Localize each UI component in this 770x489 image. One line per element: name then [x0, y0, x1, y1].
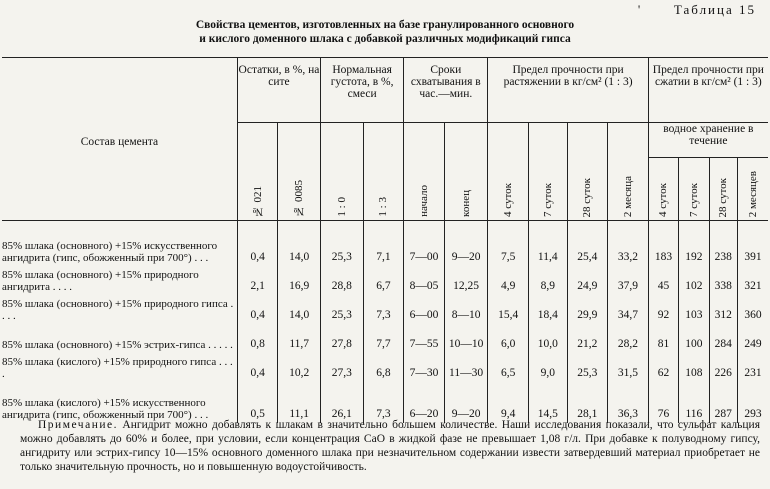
value-cell: 11—30	[444, 353, 488, 382]
value-cell: 62	[648, 353, 678, 382]
composition-cell: 85% шлака (основного) +15% эстрих-гипса . . . . .	[2, 338, 233, 351]
value-cell: 6,8	[363, 353, 404, 382]
value-cell: 102	[679, 266, 709, 295]
value-cell: 9—20	[444, 382, 488, 423]
value-cell: 8—10	[444, 295, 488, 324]
value-cell: 7,3	[363, 382, 404, 423]
value-cell: 100	[679, 324, 709, 353]
value-cell: 14,5	[528, 382, 567, 423]
value-cell: 7—00	[404, 221, 445, 267]
table-title	[0, 18, 770, 46]
value-cell: 76	[648, 382, 678, 423]
value-cell: 18,4	[528, 295, 567, 324]
value-cell: 0,4	[237, 353, 278, 382]
value-cell: 36,3	[608, 382, 649, 423]
value-cell: 391	[737, 221, 768, 267]
sub-mix-1: 1 : 0	[321, 123, 364, 221]
value-cell: 26,1	[321, 382, 364, 423]
value-cell: 10,0	[528, 324, 567, 353]
composition-cell: 85% шлака (кислого) +15% искусственного ангидрита (гипс, обожженный при 700°) . . .	[2, 397, 209, 421]
table-number	[637, 2, 756, 18]
value-cell: 14,0	[278, 221, 321, 267]
value-cell: 25,3	[321, 295, 364, 324]
value-cell: 27,3	[321, 353, 364, 382]
table-row	[2, 295, 768, 324]
header-consistency: Нормальная густота, в %, смеси	[321, 58, 404, 123]
composition-cell: 85% шлака (основного) +15% природного гипса . . . .	[2, 298, 234, 322]
value-cell: 28,2	[608, 324, 649, 353]
value-cell: 0,4	[237, 295, 278, 324]
value-cell: 7—30	[404, 353, 445, 382]
value-cell: 7,3	[363, 295, 404, 324]
value-cell: 34,7	[608, 295, 649, 324]
value-cell: 183	[648, 221, 678, 267]
value-cell: 92	[648, 295, 678, 324]
value-cell: 231	[737, 353, 768, 382]
value-cell: 7,5	[488, 221, 529, 267]
sub-t28d: 28 суток	[567, 123, 608, 221]
value-cell: 2,1	[237, 266, 278, 295]
corner-mark: '	[637, 2, 643, 17]
value-cell: 116	[679, 382, 709, 423]
table-row	[2, 382, 768, 423]
composition-cell: 85% шлака (основного) +15% искусственного ангидрита (гипс, обожженный при 700°) . . .	[2, 240, 218, 264]
value-cell: 25,3	[321, 221, 364, 267]
table-row	[2, 266, 768, 295]
value-cell: 27,8	[321, 324, 364, 353]
value-cell: 25,4	[567, 221, 608, 267]
value-cell: 6,0	[488, 324, 529, 353]
value-cell: 37,9	[608, 266, 649, 295]
sub-sieve-1: № 021	[237, 123, 278, 221]
value-cell: 7,1	[363, 221, 404, 267]
header-tensile: Предел прочности при растяжении в кг/см² (1 : 3)	[488, 58, 648, 123]
properties-table	[2, 57, 768, 423]
sub-sieve-2: № 0085	[278, 123, 321, 221]
value-cell: 8—05	[404, 266, 445, 295]
value-cell: 108	[679, 353, 709, 382]
value-cell: 15,4	[488, 295, 529, 324]
table-row	[2, 221, 768, 267]
header-water-storage: водное хранение в течение	[648, 123, 768, 158]
title-line-1: Свойства цементов, изготовленных на базе гранулированного основного	[195, 19, 575, 31]
sub-end: конец	[444, 123, 488, 221]
sub-t2m: 2 месяца	[608, 123, 649, 221]
value-cell: 28,8	[321, 266, 364, 295]
value-cell: 12,25	[444, 266, 488, 295]
value-cell: 14,0	[278, 295, 321, 324]
sub-c28d: 28 суток	[709, 158, 737, 221]
header-residue: Остатки, в %, на сите	[237, 58, 320, 123]
value-cell: 6,5	[488, 353, 529, 382]
value-cell: 8,9	[528, 266, 567, 295]
value-cell: 293	[737, 382, 768, 423]
value-cell: 28,1	[567, 382, 608, 423]
value-cell: 9,4	[488, 382, 529, 423]
title-line-2: и кислого доменного шлака с добавкой различных модификаций гипса	[199, 33, 571, 45]
value-cell: 10,2	[278, 353, 321, 382]
value-cell: 103	[679, 295, 709, 324]
value-cell: 4,9	[488, 266, 529, 295]
value-cell: 192	[679, 221, 709, 267]
value-cell: 249	[737, 324, 768, 353]
header-setting: Сроки схватывания в час.—мин.	[404, 58, 488, 123]
value-cell: 11,1	[278, 382, 321, 423]
sub-start: начало	[404, 123, 445, 221]
value-cell: 6,7	[363, 266, 404, 295]
value-cell: 7—55	[404, 324, 445, 353]
value-cell: 7,7	[363, 324, 404, 353]
value-cell: 0,5	[237, 382, 278, 423]
table-row	[2, 324, 768, 353]
note-text: Ангидрит можно добавлять к шлакам в значительно большем количестве. Наши исследования показали, что сульфат кальция можно добавлять до 60% и более, при условии, если концентрация CaO в жидкой фазе не превышает 1,08 г/л. При добавке к полуводному гипсу, ангидриту или эстрих-гипсу 10—15% основного доменного шлака при незначительном содержании извести затвердевший материал приобретает не только значительную прочность, но и повышенную водоустойчивость.	[20, 419, 760, 473]
value-cell: 10—10	[444, 324, 488, 353]
sub-t7d: 7 суток	[528, 123, 567, 221]
value-cell: 9—20	[444, 221, 488, 267]
table-note	[20, 418, 760, 474]
value-cell: 0,4	[237, 221, 278, 267]
value-cell: 45	[648, 266, 678, 295]
value-cell: 11,4	[528, 221, 567, 267]
sub-c4d: 4 суток	[648, 158, 678, 221]
value-cell: 24,9	[567, 266, 608, 295]
value-cell: 0,8	[237, 324, 278, 353]
value-cell: 6—20	[404, 382, 445, 423]
value-cell: 33,2	[608, 221, 649, 267]
value-cell: 31,5	[608, 353, 649, 382]
value-cell: 312	[709, 295, 737, 324]
value-cell: 287	[709, 382, 737, 423]
sub-t4d: 4 суток	[488, 123, 529, 221]
composition-cell: 85% шлака (основного) +15% природного ангидрита . . . .	[2, 269, 199, 293]
value-cell: 16,9	[278, 266, 321, 295]
value-cell: 29,9	[567, 295, 608, 324]
value-cell: 21,2	[567, 324, 608, 353]
header-composition: Состав цемента	[2, 58, 237, 221]
value-cell: 238	[709, 221, 737, 267]
table-number-label: Таблица 15	[673, 2, 756, 17]
sub-c2m: 2 месяцев	[737, 158, 768, 221]
value-cell: 81	[648, 324, 678, 353]
composition-cell: 85% шлака (кислого) +15% природного гипса . . . .	[2, 356, 233, 380]
note-label: Примечание.	[38, 419, 118, 431]
value-cell: 226	[709, 353, 737, 382]
value-cell: 25,3	[567, 353, 608, 382]
value-cell: 6—00	[404, 295, 445, 324]
sub-c7d: 7 суток	[679, 158, 709, 221]
value-cell: 284	[709, 324, 737, 353]
sub-mix-2: 1 : 3	[363, 123, 404, 221]
value-cell: 338	[709, 266, 737, 295]
value-cell: 321	[737, 266, 768, 295]
table-row	[2, 353, 768, 382]
value-cell: 360	[737, 295, 768, 324]
header-compressive: Предел прочности при сжатии в кг/см² (1 : 3)	[648, 58, 768, 123]
value-cell: 9,0	[528, 353, 567, 382]
value-cell: 11,7	[278, 324, 321, 353]
